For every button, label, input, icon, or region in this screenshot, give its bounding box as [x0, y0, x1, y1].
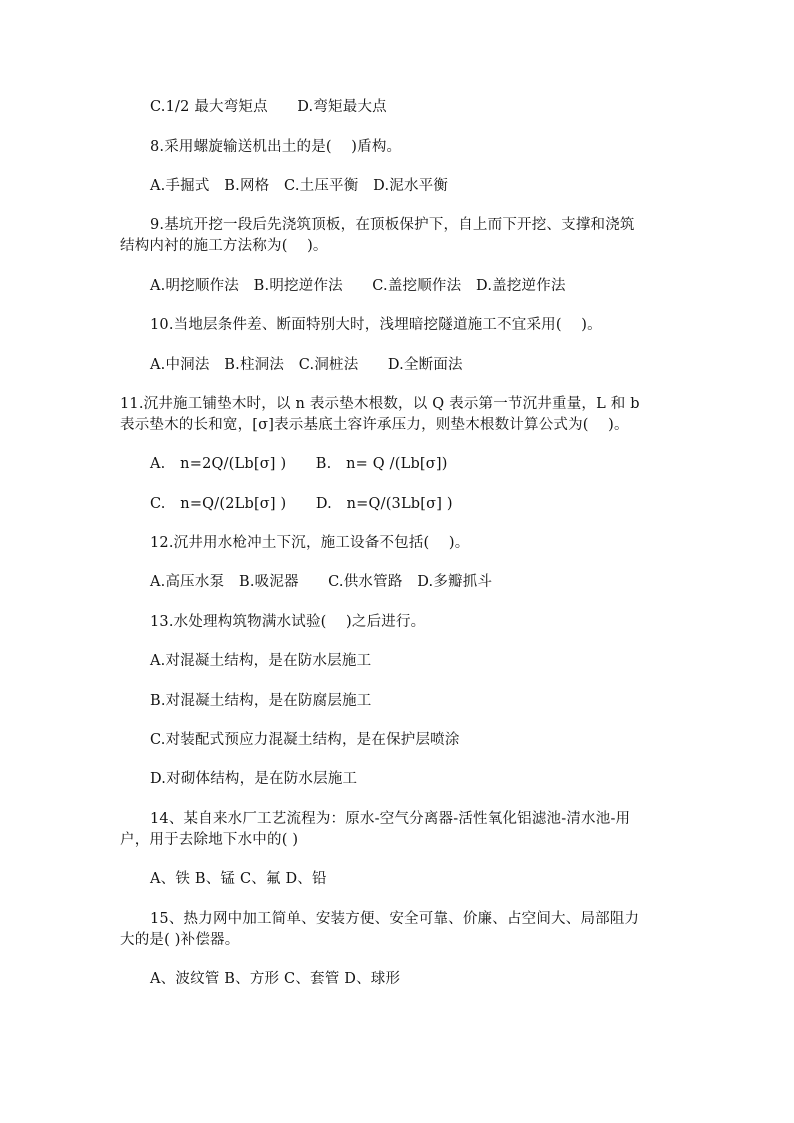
question-14-line-1: 14、某自来水厂工艺流程为：原水-空气分离器-活性氧化铝滤池-清水池-用 — [150, 811, 631, 827]
options-q9: A.明挖顺作法 B.明挖逆作法 C.盖挖顺作法 D.盖挖逆作法 — [150, 278, 566, 294]
options-q15: A、波纹管 B、方形 C、套管 D、球形 — [150, 971, 401, 987]
option-q13-d: D.对砌体结构，是在防水层施工 — [150, 771, 358, 787]
question-14-line-2: 户，用于去除地下水中的( ) — [120, 832, 299, 848]
option-q13-b: B.对混凝土结构，是在防腐层施工 — [150, 693, 372, 709]
question-15-line-1: 15、热力网中加工简单、安装方便、安全可靠、价廉、占空间大、局部阻力 — [150, 911, 640, 927]
options-q8: A.手掘式 B.网格 C.土压平衡 D.泥水平衡 — [150, 178, 449, 194]
options-q14: A、铁 B、锰 C、氟 D、铅 — [150, 871, 327, 887]
question-11-line-1: 11.沉井施工铺垫木时，以 n 表示垫木根数，以 Q 表示第一节沉井重量，L 和 b — [120, 396, 640, 412]
question-12: 12.沉井用水枪冲土下沉，施工设备不包括( )。 — [150, 535, 470, 551]
question-15-line-2: 大的是( )补偿器。 — [120, 932, 240, 948]
question-9-line-1: 9.基坑开挖一段后先浇筑顶板，在顶板保护下，自上而下开挖、支撑和浇筑 — [150, 217, 635, 233]
question-10: 10.当地层条件差、断面特别大时，浅埋暗挖隧道施工不宜采用( )。 — [150, 317, 602, 333]
question-8: 8.采用螺旋输送机出土的是( )盾构。 — [150, 139, 402, 155]
options-q12: A.高压水泵 B.吸泥器 C.供水管路 D.多瓣抓斗 — [150, 574, 493, 590]
question-11-line-2: 表示垫木的长和宽，[σ]表示基底土容许承压力，则垫木根数计算公式为( )。 — [120, 417, 629, 433]
options-q11-ab: A. n=2Q/(Lb[σ] ) B. n= Q /(Lb[σ]) — [150, 456, 448, 472]
option-line-q7: C.1/2 最大弯矩点 D.弯矩最大点 — [150, 99, 387, 115]
options-q11-cd: C. n=Q/(2Lb[σ] ) D. n=Q/(3Lb[σ] ) — [150, 496, 453, 512]
options-q10: A.中洞法 B.柱洞法 C.洞桩法 D.全断面法 — [150, 357, 463, 373]
question-9-line-2: 结构内衬的施工方法称为( )。 — [120, 238, 328, 254]
option-q13-c: C.对装配式预应力混凝土结构，是在保护层喷涂 — [150, 732, 460, 748]
question-13: 13.水处理构筑物满水试验( )之后进行。 — [150, 614, 426, 630]
option-q13-a: A.对混凝土结构，是在防水层施工 — [150, 653, 372, 669]
